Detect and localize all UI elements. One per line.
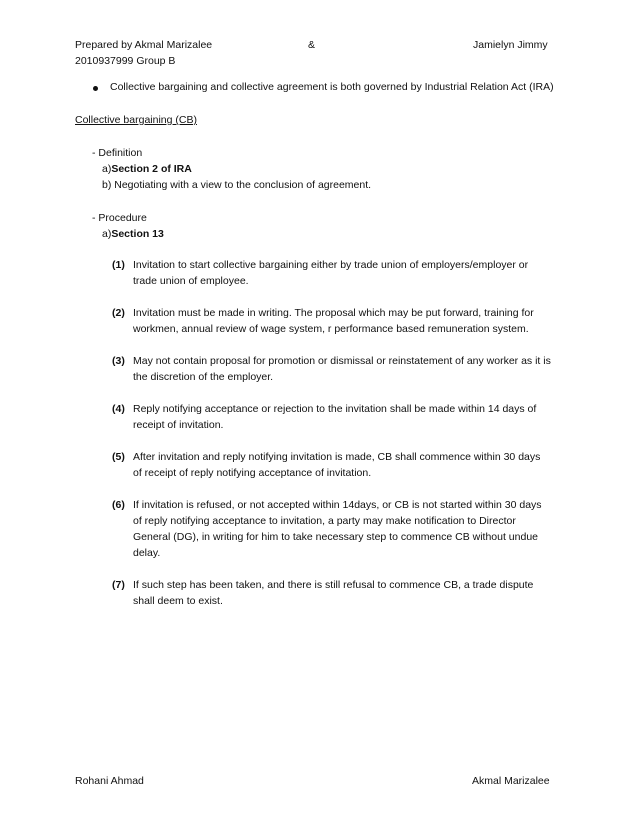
- definition-a: [102, 162, 192, 176]
- list-item: [112, 353, 552, 385]
- header-prepared-by: Prepared by Akmal Marizalee: [75, 39, 213, 51]
- item-text: If such step has been taken, and there is still refusal to commence CB, a trade dispute shall deem to exist.: [133, 579, 534, 607]
- footer-right: Akmal Marizalee: [472, 775, 550, 787]
- footer-left: Rohani Ahmad: [75, 775, 144, 787]
- bullet-icon: [93, 86, 98, 91]
- item-text: If invitation is refused, or not accepted within 14days, or CB is not started within 30 days of reply notifying acceptance to invitation, a party may make notification to Director General (DG), in writing for him to take necessary step to commence CB without undue delay.: [133, 499, 542, 559]
- list-item: [112, 449, 552, 481]
- item-number: (4): [112, 403, 125, 415]
- item-number: (2): [112, 307, 125, 319]
- item-number: (6): [112, 499, 125, 511]
- item-text: Invitation to start collective bargaining either by trade union of employers/employer or trade union of employee.: [133, 259, 529, 287]
- definition-a-text: Section 2 of IRA: [111, 163, 192, 175]
- definition-b: b) Negotiating with a view to the conclusion of agreement.: [102, 179, 372, 191]
- procedure-a: [102, 227, 164, 241]
- item-text: May not contain proposal for promotion or dismissal or reinstatement of any worker as it is the discretion of the employer.: [133, 355, 551, 383]
- list-item: [112, 577, 552, 609]
- header-ampersand: &: [308, 39, 316, 51]
- item-number: (3): [112, 355, 125, 367]
- list-item: [112, 305, 552, 337]
- procedure-a-text: Section 13: [111, 228, 164, 240]
- item-text: Reply notifying acceptance or rejection to the invitation shall be made within 14 days of receipt of invitation.: [133, 403, 537, 431]
- list-item: [112, 257, 552, 289]
- list-item: [112, 401, 552, 433]
- list-item: [112, 497, 552, 561]
- procedure-items-list: [112, 257, 552, 625]
- item-number: (1): [112, 259, 125, 271]
- header-id-group: 2010937999 Group B: [75, 55, 176, 67]
- section-title: Collective bargaining (CB): [75, 114, 197, 126]
- definition-heading: - Definition: [92, 147, 143, 159]
- item-text: Invitation must be made in writing. The proposal which may be put forward, training for workmen, annual review of wage system, r performance based remuneration system.: [133, 307, 534, 335]
- intro-bullet: [93, 81, 554, 93]
- item-number: (7): [112, 579, 125, 591]
- header-co-author: Jamielyn Jimmy: [473, 39, 548, 51]
- item-text: After invitation and reply notifying invitation is made, CB shall commence within 30 days of receipt of reply notifying acceptance of invitation.: [133, 451, 541, 479]
- procedure-a-prefix: a): [102, 228, 112, 240]
- definition-a-prefix: a): [102, 163, 112, 175]
- procedure-heading: - Procedure: [92, 212, 147, 224]
- intro-bullet-text: Collective bargaining and collective agreement is both governed by Industrial Relation Act (IRA): [110, 81, 554, 93]
- item-number: (5): [112, 451, 125, 463]
